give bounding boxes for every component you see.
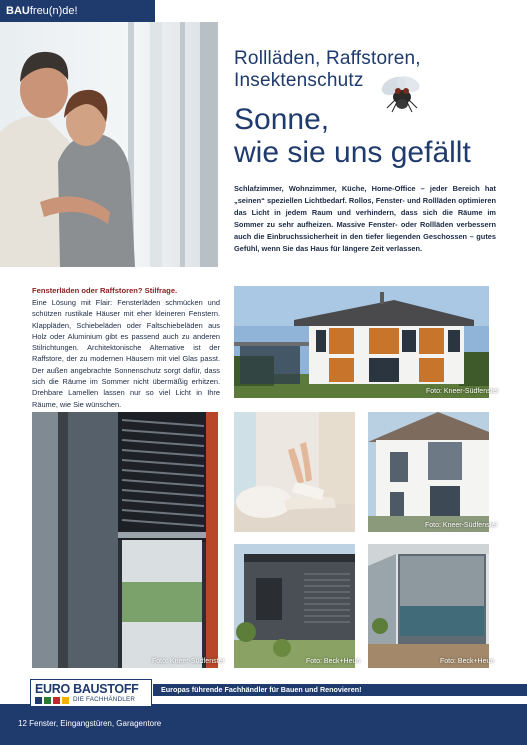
relaxing-woman-photo: [234, 412, 355, 532]
logo-subline: DIE FACHHÄNDLER: [73, 696, 136, 703]
credit-house-large: Foto: Kneer-Südfenster: [426, 388, 499, 395]
glass-corner-photo: [368, 544, 489, 668]
eurobaustoff-logo[interactable]: [30, 679, 152, 707]
brand-tab: [0, 0, 155, 22]
logo-square-yellow: [62, 697, 69, 704]
article-kicker: [234, 48, 504, 92]
logo-square-green: [44, 697, 51, 704]
footer-text: [18, 719, 161, 728]
side-body: Eine Lösung mit Flair: Fensterläden schmücken und schützen rustikale Häuser mit eher kleineren Fenstern. Klappläden, Schiebeläden oder Faltschiebeläden aus Holz oder Aluminium gibt es passend auch zu anderen Stilrichtungen. Architektonische Alternative ist der Raffstore, der zu modernen Häusern mit viel Glas passt. Der außen angebrachte Sonnenschutz sorgt dafür, dass sich die Räume im Sommer nicht übermäßig erhitzen. Drehbare Lamellen lassen nur so viel Licht in Ihre Räume, wie Sie wünschen.: [32, 298, 220, 409]
kicker-line-1: Rollläden, Raffstoren,: [234, 48, 421, 69]
brand-rest: freu(n)de!: [29, 5, 78, 17]
tagline-bar: Europas führende Fachhändler für Bauen und Renovieren!: [153, 684, 527, 696]
headline-line-1: Sonne,: [234, 103, 330, 136]
kicker-line-2: Insektenschutz: [234, 70, 364, 91]
article-intro: Schlafzimmer, Wohnzimmer, Küche, Home-Office – jeder Bereich hat „seinen“ speziellen Lichtbedarf. Rollos, Fenster- und Rollläden optimieren das Licht in jedem Raum und verhindern, dass sich die Räume im Sommer zu sehr aufheizen. Massive Fenster- oder Rollläden verbessern auch die Einbruchssicherheit in den tiefer liegenden Geschossen – gutes Gefühl, wenn Sie das Haus für längere Zeit verlassen.: [234, 184, 496, 253]
credit-white-house: Foto: Kneer-Südfenster: [425, 522, 498, 529]
credit-raffstore-closeup: Foto: Kneer-Südfenster: [152, 658, 225, 665]
logo-wordmark: EURO BAUSTOFF: [35, 682, 139, 696]
side-heading: Fensterläden oder Raffstoren? Stilfrage.: [32, 286, 178, 295]
couple-photo: [0, 22, 218, 267]
house-photo-large: [234, 286, 489, 398]
credit-dark-facade: Foto: Beck+Heun: [306, 658, 361, 665]
section-name: Fenster, Eingangstüren, Garagentore: [29, 719, 162, 728]
white-house-photo: [368, 412, 489, 532]
brand-bold: BAU: [6, 5, 30, 17]
logo-square-red: [53, 697, 60, 704]
credit-glass-corner: Foto: Beck+Heun: [440, 658, 495, 665]
raffstore-closeup-photo: [32, 412, 218, 668]
dark-facade-photo: [234, 544, 355, 668]
headline-line-2: wie sie uns gefällt: [234, 136, 471, 169]
page-number: 12: [18, 719, 27, 728]
logo-square-blue: [35, 697, 42, 704]
article-headline: [234, 103, 514, 169]
